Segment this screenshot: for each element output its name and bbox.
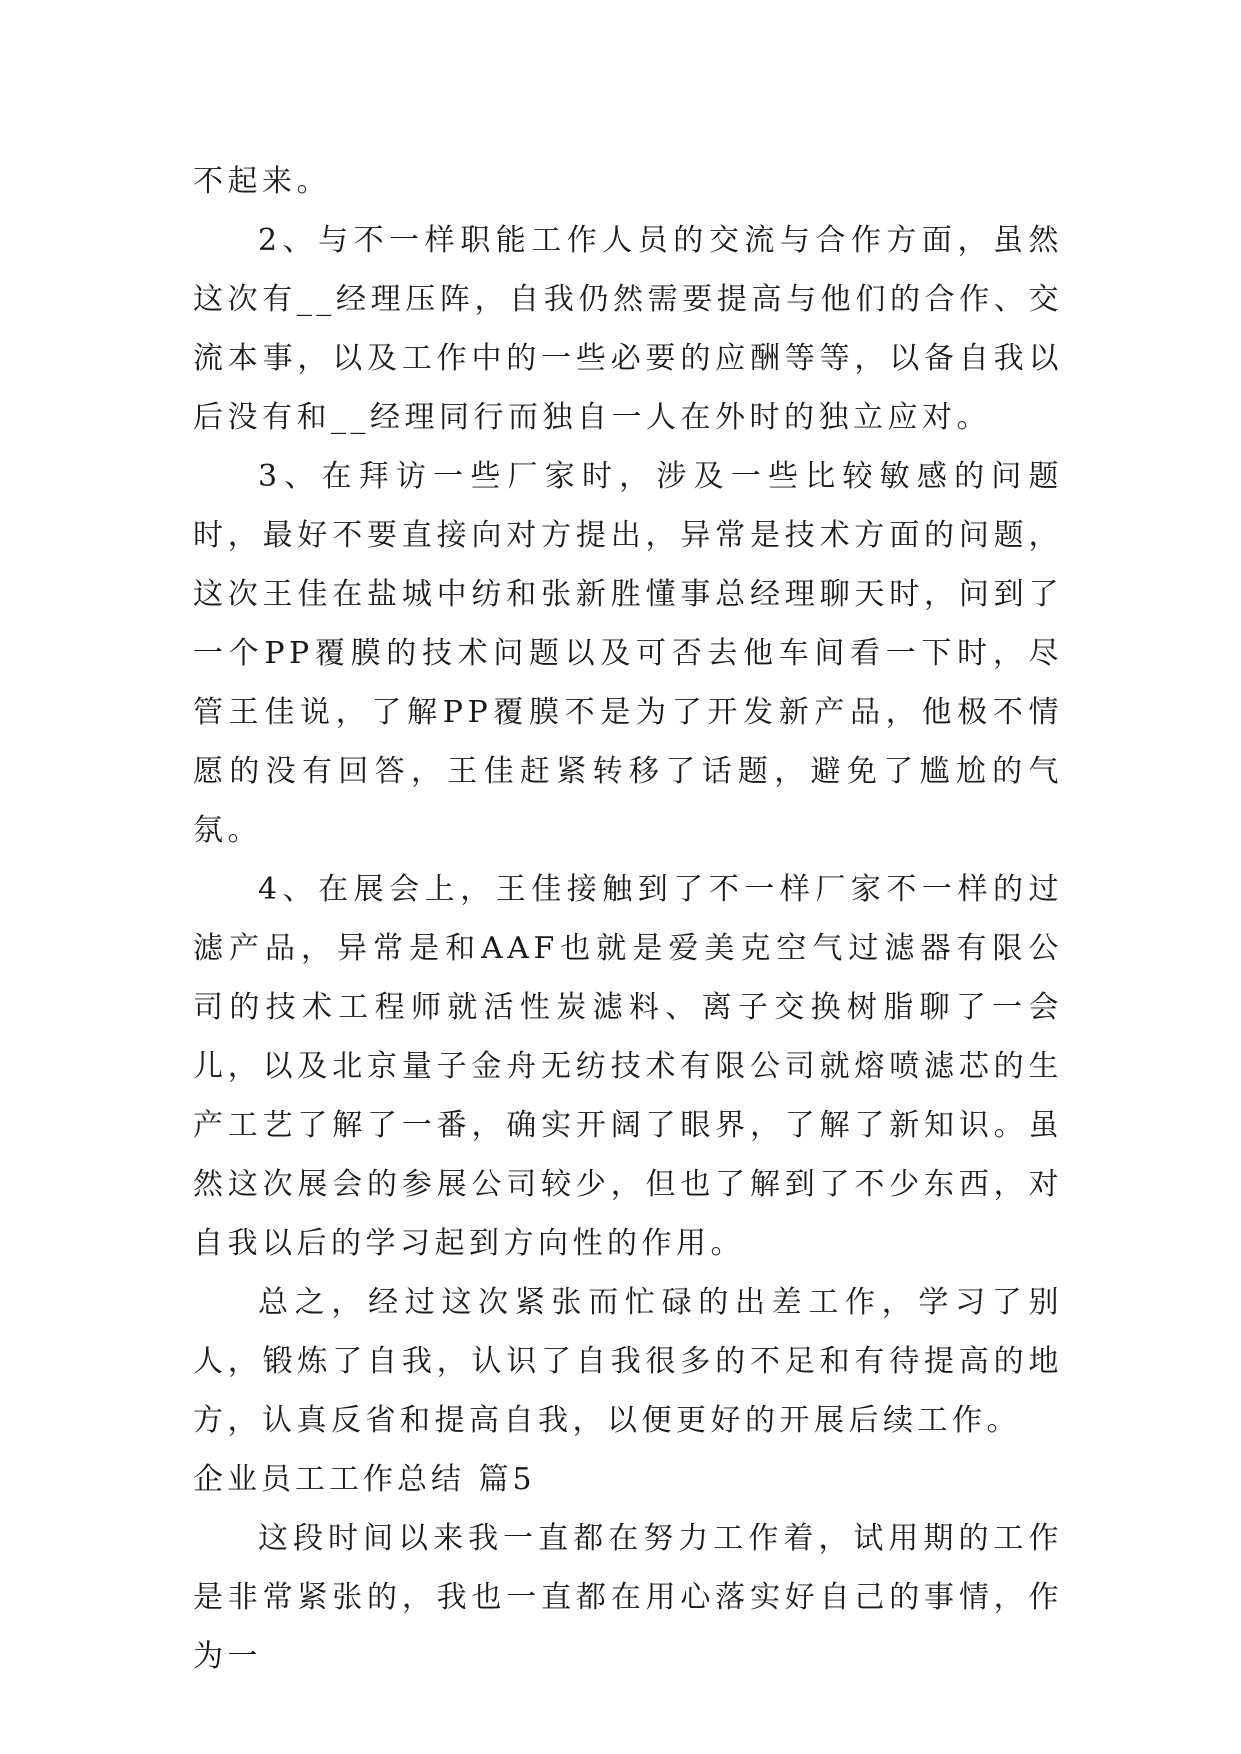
paragraph-item-4: 4、在展会上，王佳接触到了不一样厂家不一样的过滤产品，异常是和AAF也就是爱美克空气过滤器有限公司的技术工程师就活性炭滤料、离子交换树脂聊了一会儿，以及北京量子金舟无纺技术有限公司就熔喷滤芯的生产工艺了解了一番，确实开阔了眼界，了解了新知识。虽然这次展会的参展公司较少，但也了解到了不少东西，对自我以后的学习起到方向性的作用。 xyxy=(193,872,1063,1261)
paragraph-item-3: 3、在拜访一些厂家时，涉及一些比较敏感的问题时，最好不要直接向对方提出，异常是技术方面的问题，这次王佳在盐城中纺和张新胜懂事总经理聊天时，问到了一个PP覆膜的技术问题以及可否去他车间看一下时，尽管王佳说，了解PP覆膜不是为了开发新产品，他极不情愿的没有回答，王佳赶紧转移了话题，避免了尴尬的气氛。 xyxy=(193,459,1063,848)
section-heading: 企业员工工作总结 篇5 xyxy=(193,1462,536,1497)
paragraph-summary: 总之，经过这次紧张而忙碌的出差工作，学习了别人，锻炼了自我，认识了自我很多的不足和有待提高的地方，认真反省和提高自我，以便更好的开展后续工作。 xyxy=(193,1285,1063,1438)
paragraph-continuation: 不起来。 xyxy=(193,164,331,199)
paragraph-item-2: 2、与不一样职能工作人员的交流与合作方面，虽然这次有__经理压阵，自我仍然需要提高与他们的合作、交流本事，以及工作中的一些必要的应酬等等，以备自我以后没有和__经理同行而独自一人在外时的独立应对。 xyxy=(193,223,1063,435)
document-page xyxy=(193,152,1063,1686)
paragraph-section-5-intro: 这段时间以来我一直都在努力工作着，试用期的工作是非常紧张的，我也一直都在用心落实好自己的事情，作为一 xyxy=(193,1521,1063,1674)
